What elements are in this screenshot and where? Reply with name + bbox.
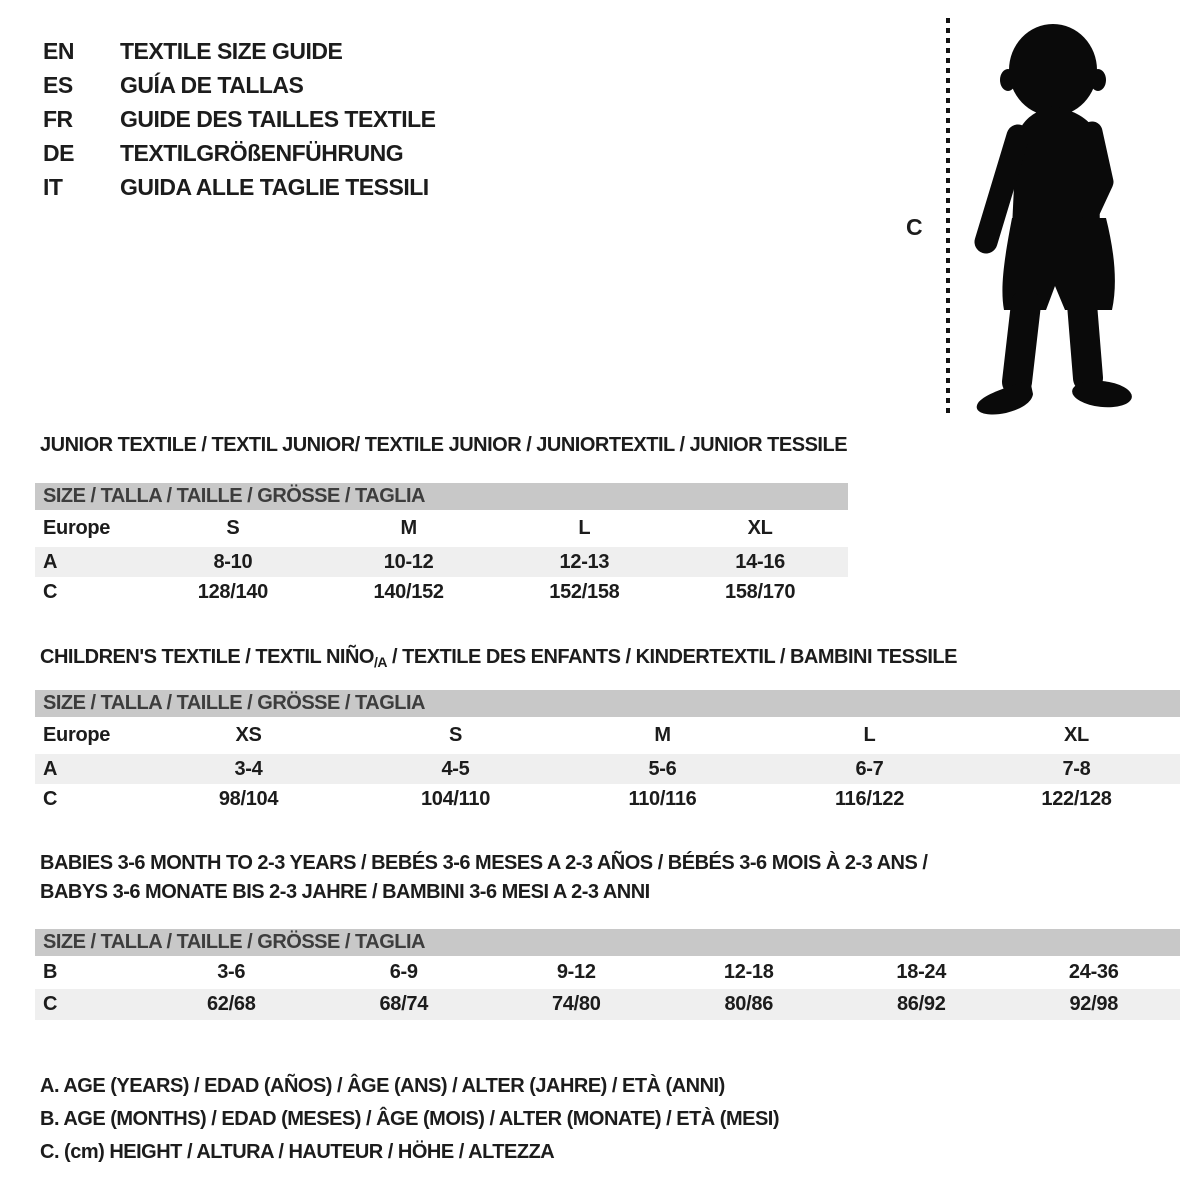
lang-label-de: TEXTILGRÖßENFÜHRUNG xyxy=(120,139,404,166)
table-cell: 12-18 xyxy=(723,961,774,983)
table-cell: 86/92 xyxy=(896,993,946,1015)
table-cell: 92/98 xyxy=(1069,993,1119,1015)
babies-row-b-label: B xyxy=(43,961,58,983)
table-cell: 74/80 xyxy=(551,993,601,1015)
table-cell: 152/158 xyxy=(549,580,620,603)
lang-row-fr xyxy=(43,102,436,136)
junior-row-c-label: C xyxy=(43,580,58,603)
table-cell: 4-5 xyxy=(441,757,470,780)
table-cell: 3-6 xyxy=(217,961,246,983)
junior-region-label: Europe xyxy=(43,517,111,539)
table-cell: 14-16 xyxy=(735,550,785,573)
babies-size-header-bar: SIZE / TALLA / TAILLE / GRÖSSE / TAGLIA xyxy=(35,929,1180,956)
footnote-a: A. AGE (YEARS) / EDAD (AÑOS) / ÂGE (ANS) / ALTER (JAHRE) / ETÀ (ANNI) xyxy=(40,1075,725,1097)
table-cell: 158/170 xyxy=(725,580,796,603)
lang-label-it: GUIDA ALLE TAGLIE TESSILI xyxy=(120,173,429,200)
junior-col-m: M xyxy=(400,517,417,539)
toddler-head xyxy=(1009,24,1097,116)
children-row-a xyxy=(35,754,1180,784)
children-columns-row xyxy=(35,717,1180,754)
height-measure-label: C xyxy=(906,214,923,240)
children-title-prefix: CHILDREN'S TEXTILE / TEXTIL NIÑO xyxy=(40,646,374,668)
footnote-c: C. (cm) HEIGHT / ALTURA / HAUTEUR / HÖHE / ALTEZZA xyxy=(40,1141,555,1163)
children-col-l: L xyxy=(863,724,876,746)
children-row-c xyxy=(35,784,1180,814)
children-col-m: M xyxy=(654,724,671,746)
junior-col-xl: XL xyxy=(747,517,773,539)
table-cell: 68/74 xyxy=(379,993,429,1015)
children-col-s: S xyxy=(448,724,463,746)
toddler-leg-right xyxy=(1082,304,1088,378)
children-col-xl: XL xyxy=(1064,724,1089,746)
junior-columns-row xyxy=(35,510,848,547)
table-cell: 6-7 xyxy=(855,757,884,780)
table-cell: 128/140 xyxy=(197,580,268,603)
toddler-silhouette-image xyxy=(960,20,1145,418)
table-cell: 5-6 xyxy=(648,757,677,780)
babies-size-table xyxy=(35,929,1180,1020)
table-cell: 9-12 xyxy=(556,961,596,983)
lang-code-fr: FR xyxy=(43,105,73,132)
table-cell: 8-10 xyxy=(213,550,253,573)
toddler-arm-right xyxy=(1090,132,1103,210)
lang-code-de: DE xyxy=(43,139,74,166)
language-header xyxy=(43,34,436,204)
junior-size-table xyxy=(35,483,848,607)
junior-section-title: JUNIOR TEXTILE / TEXTIL JUNIOR/ TEXTILE JUNIOR / JUNIORTEXTIL / JUNIOR TESSILE xyxy=(40,434,848,456)
toddler-ear-left xyxy=(1000,69,1016,91)
table-cell: 62/68 xyxy=(206,993,256,1015)
table-cell: 12-13 xyxy=(559,550,610,573)
babies-row-c xyxy=(35,989,1180,1020)
babies-section-title-line2: BABYS 3-6 MONATE BIS 2-3 JAHRE / BAMBINI 3-6 MESI A 2-3 ANNI xyxy=(40,881,650,903)
toddler-ear-right xyxy=(1090,69,1106,91)
children-col-xs: XS xyxy=(235,724,262,746)
table-cell: 24-36 xyxy=(1068,961,1119,983)
lang-code-es: ES xyxy=(43,71,73,98)
babies-row-c-label: C xyxy=(43,993,58,1015)
junior-size-header-bar: SIZE / TALLA / TAILLE / GRÖSSE / TAGLIA xyxy=(35,483,848,510)
junior-col-l: L xyxy=(578,517,591,539)
junior-row-a-label: A xyxy=(43,550,58,573)
children-row-c-label: C xyxy=(43,787,58,810)
lang-label-fr: GUIDE DES TAILLES TEXTILE xyxy=(120,105,436,132)
height-measure-dashed-line xyxy=(946,18,950,416)
babies-section-title-line1: BABIES 3-6 MONTH TO 2-3 YEARS / BEBÉS 3-6 MESES A 2-3 AÑOS / BÉBÉS 3-6 MOIS À 2-3 ANS / xyxy=(40,852,928,874)
lang-row-de xyxy=(43,136,436,170)
lang-label-en: TEXTILE SIZE GUIDE xyxy=(120,37,343,64)
footnotes xyxy=(40,1070,779,1169)
children-title-sub: /A xyxy=(373,654,387,670)
table-cell: 110/116 xyxy=(628,787,697,810)
lang-code-it: IT xyxy=(43,173,63,200)
lang-row-en xyxy=(43,34,436,68)
lang-label-es: GUÍA DE TALLAS xyxy=(120,71,304,98)
junior-row-a xyxy=(35,547,848,577)
children-region-label: Europe xyxy=(43,724,111,746)
table-cell: 140/152 xyxy=(373,580,444,603)
babies-row-b xyxy=(35,956,1180,989)
table-cell: 3-4 xyxy=(234,757,263,780)
table-cell: 122/128 xyxy=(1041,787,1112,810)
table-cell: 80/86 xyxy=(724,993,774,1015)
lang-row-it xyxy=(43,170,436,204)
lang-code-en: EN xyxy=(43,37,74,64)
junior-row-c xyxy=(35,577,848,607)
children-title-suffix: / TEXTILE DES ENFANTS / KINDERTEXTIL / BAMBINI TESSILE xyxy=(386,646,957,668)
children-section-title xyxy=(40,646,957,670)
children-size-table xyxy=(35,690,1180,814)
table-cell: 6-9 xyxy=(389,961,418,983)
table-cell: 18-24 xyxy=(896,961,947,983)
footnote-b: B. AGE (MONTHS) / EDAD (MESES) / ÂGE (MOIS) / ALTER (MONATE) / ETÀ (MESI) xyxy=(40,1108,780,1130)
junior-col-s: S xyxy=(226,517,240,539)
lang-row-es xyxy=(43,68,436,102)
children-size-header-bar: SIZE / TALLA / TAILLE / GRÖSSE / TAGLIA xyxy=(35,690,1180,717)
children-row-a-label: A xyxy=(43,757,58,780)
table-cell: 98/104 xyxy=(218,787,279,810)
toddler-leg-left xyxy=(1017,304,1026,382)
table-cell: 104/110 xyxy=(420,787,491,810)
table-cell: 10-12 xyxy=(383,550,434,573)
table-cell: 7-8 xyxy=(1062,757,1091,780)
table-cell: 116/122 xyxy=(834,787,905,810)
